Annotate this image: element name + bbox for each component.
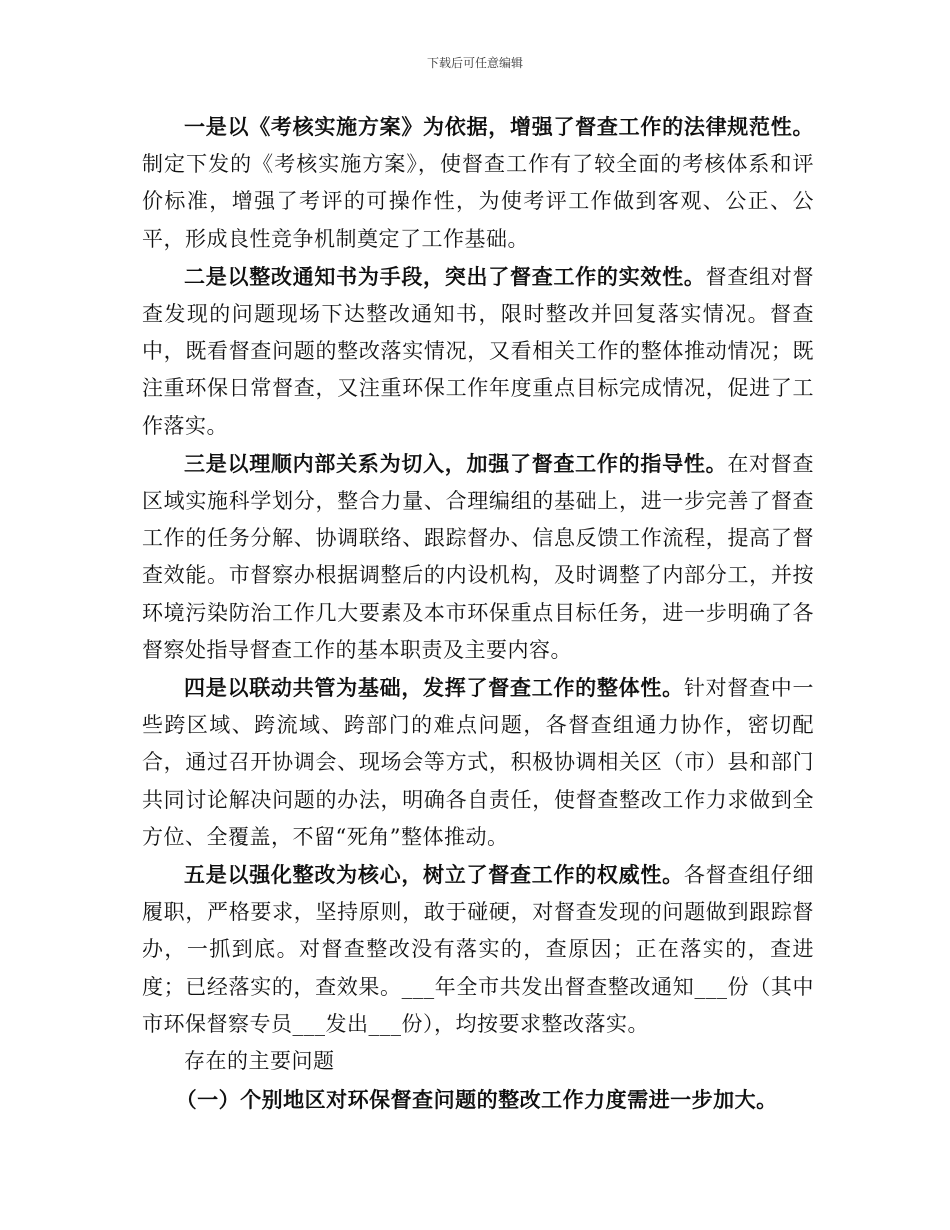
paragraph-1-lead: 一是以《考核实施方案》为依据，增强了督查工作的法律规范性。 (184, 114, 814, 139)
section-title: 存在的主要问题 (184, 1049, 335, 1074)
paragraph-5-lead: 五是以强化整改为核心，树立了督查工作的权威性。 (184, 862, 684, 888)
paragraph-4-body: 针对督查中一些跨区域、跨流域、跨部门的难点问题，各督查组通力协作，密切配合，通过召开协调会、现场会等方式，积极协调相关区（市）县和部门共同讨论解决问题的办法，明确各自责任，使督查整改工作力求做到全方位、全覆盖，不留“死角”整体推动。 (142, 676, 815, 849)
paragraph-3 (142, 445, 814, 669)
paragraph-1-body: 制定下发的《考核实施方案》，使督查工作有了较全面的考核体系和评价标准，增强了考评的可操作性，为使考评工作做到客观、公正、公平，形成良性竞争机制奠定了工作基础。 (142, 152, 814, 251)
paragraph-2-lead: 二是以整改通知书为手段，突出了督查工作的实效性。 (184, 263, 706, 289)
document-body (142, 108, 814, 1120)
paragraph-4-lead: 四是以联动共管为基础，发挥了督查工作的整体性。 (184, 675, 684, 701)
paragraph-3-body: 在对督查区域实施科学划分，整合力量、合理编组的基础上，进一步完善了督查工作的任务分解、协调联络、跟踪督办、信息反馈工作流程，提高了督查效能。市督察办根据调整后的内设机构，及时调整了内部分工，并按环境污染防治工作几大要素及本市环保重点目标任务，进一步明确了各督察处指导督查工作的基本职责及主要内容。 (142, 451, 815, 662)
paragraph-2 (142, 258, 814, 445)
paragraph-5 (142, 856, 814, 1043)
page-header: 下载后可任意编辑 (426, 56, 523, 70)
paragraph-1 (142, 108, 814, 258)
subheading: （一）个别地区对环保督查问题的整改工作力度需进一步加大。 (175, 1087, 778, 1113)
paragraph-3-lead: 三是以理顺内部关系为切入，加强了督查工作的指导性。 (184, 450, 728, 476)
paragraph-2-body: 督查组对督查发现的问题现场下达整改通知书，限时整改并回复落实情况。督查中，既看督查问题的整改落实情况，又看相关工作的整体推动情况；既注重环保日常督查，又注重环保工作年度重点目标完成情况，促进了工作落实。 (142, 264, 815, 438)
paragraph-4 (142, 669, 814, 856)
paragraph-5-body: 各督查组仔细履职，严格要求，坚持原则，敢于碰硬，对督查发现的问题做到跟踪督办，一抓到底。对督查整改没有落实的，查原因；正在落实的，查进度；已经落实的，查效果。___年全市共发出督查整改通知___份（其中市环保督察专员___发出___份），均按要求整改落实。 (142, 863, 815, 1036)
